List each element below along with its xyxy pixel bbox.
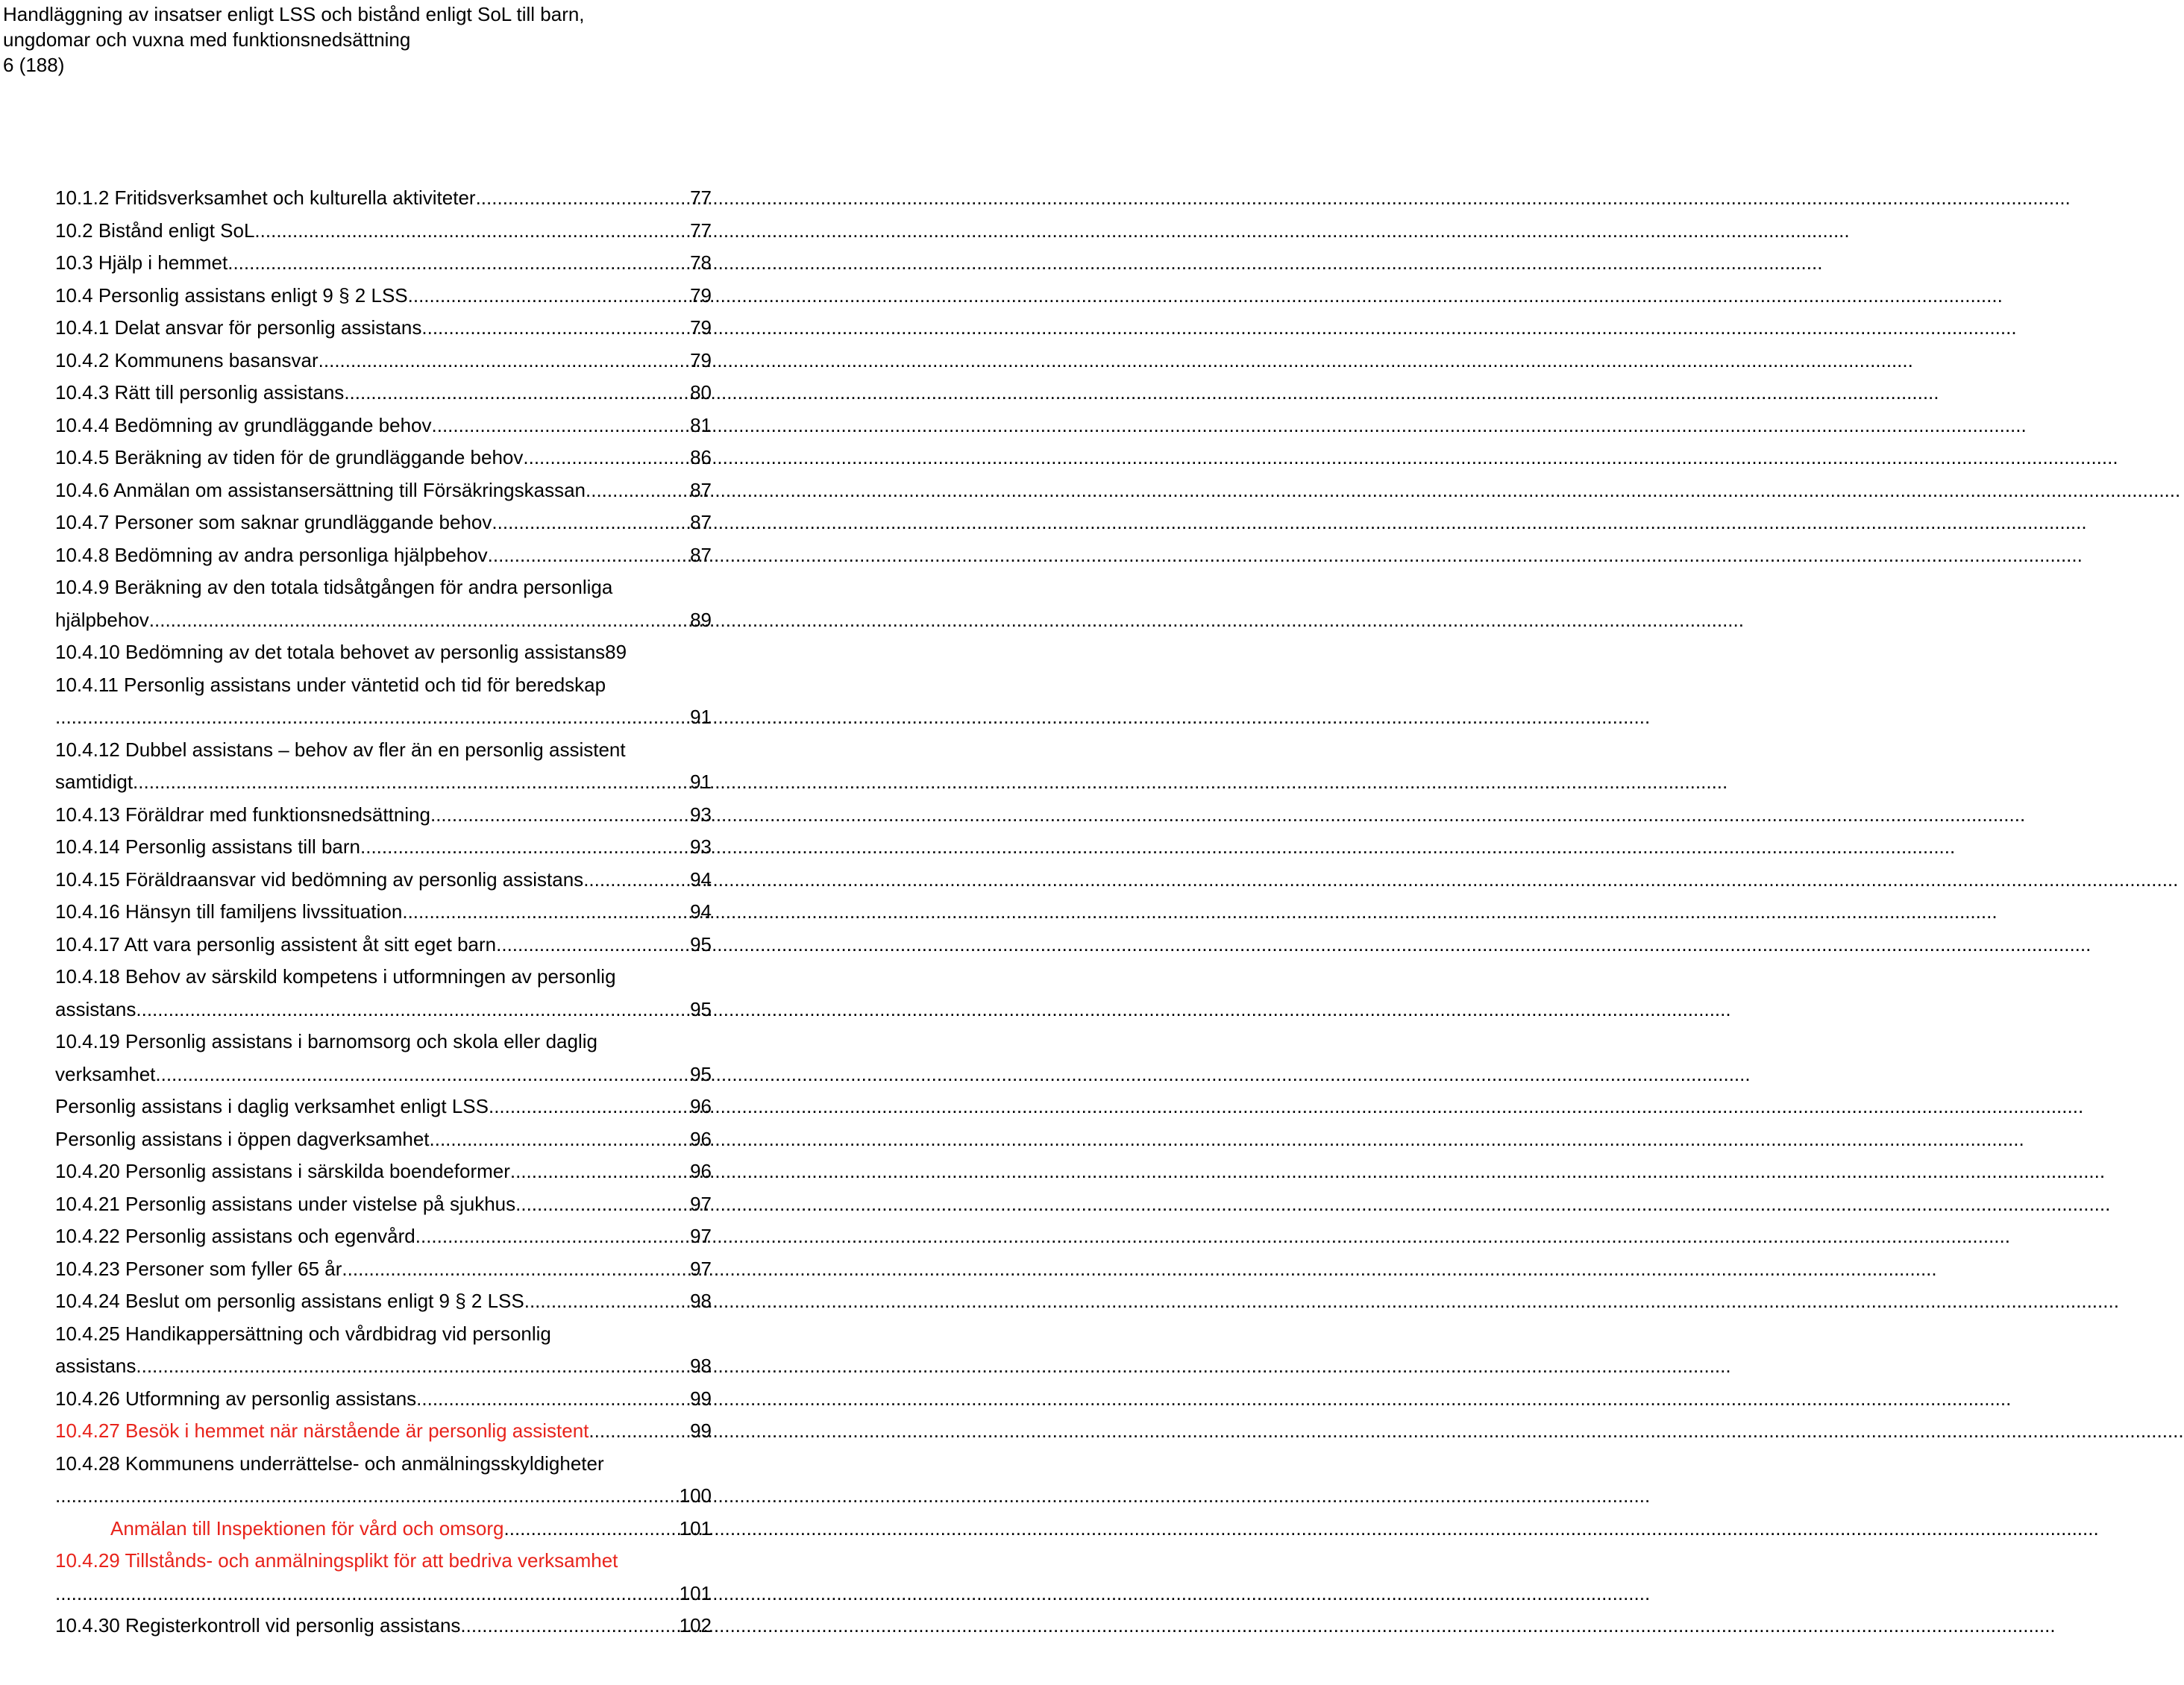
toc-entry-daglig-verksamhet[interactable]: Personlig assistans i daglig verksamhet enligt LSS ..... 96 [55, 1091, 712, 1123]
header-title-line-1: Handläggning av insatser enligt LSS och bistånd enligt SoL till barn, [3, 3, 585, 25]
toc-entry-10-4-4[interactable]: 10.4.4 Bedömning av grundläggande behov ..... 81 [55, 410, 712, 442]
toc-entry-10-4-6[interactable]: 10.4.6 Anmälan om assistansersättning till Försäkringskassan ..... 87 [55, 474, 712, 507]
toc-entry-10-4-22[interactable]: 10.4.22 Personlig assistans och egenvård ..... 97 [55, 1220, 712, 1253]
toc-entry-10-4-14[interactable]: 10.4.14 Personlig assistans till barn ..... 93 [55, 831, 712, 864]
toc-entry-10-4-28[interactable]: 10.4.28 Kommunens underrättelse- och anmälningsskyldigheter ..... 100 [55, 1448, 712, 1513]
toc-entry-10-4-12[interactable]: 10.4.12 Dubbel assistans – behov av fler än en personlig assistent samtidigt ..... 91 [55, 734, 712, 799]
toc-entry-10-4-17[interactable]: 10.4.17 Att vara personlig assistent åt sitt eget barn ..... 95 [55, 929, 712, 961]
page-number: 6 (188) [3, 54, 65, 76]
toc-entry-10-4-10[interactable]: 10.4.10 Bedömning av det totala behovet av personlig assistans 89 [55, 641, 627, 663]
toc-entry-10-4-2[interactable]: 10.4.2 Kommunens basansvar ..... 79 [55, 345, 712, 377]
toc-entry-10-4-5[interactable]: 10.4.5 Beräkning av tiden för de grundläggande behov ..... 86 [55, 442, 712, 474]
document-header [3, 1, 689, 78]
toc-entry-oppen-dagverksamhet[interactable]: Personlig assistans i öppen dagverksamhet ..... 96 [55, 1123, 712, 1156]
toc-entry-10-4-7[interactable]: 10.4.7 Personer som saknar grundläggande behov ..... 87 [55, 506, 712, 539]
toc-entry-10-4-8[interactable]: 10.4.8 Bedömning av andra personliga hjälpbehov ..... 87 [55, 539, 712, 572]
toc-entry-10-4-18[interactable]: 10.4.18 Behov av särskild kompetens i utformningen av personlig assistans ..... 95 [55, 961, 712, 1026]
toc-entry-10-4-30[interactable]: 10.4.30 Registerkontroll vid personlig assistans ..... 102 [55, 1610, 712, 1642]
toc-entry-10-4-13[interactable]: 10.4.13 Föräldrar med funktionsnedsättning ..... 93 [55, 799, 712, 832]
toc-entry-10-4-16[interactable]: 10.4.16 Hänsyn till familjens livssituation ..... 94 [55, 896, 712, 929]
toc-entry-10-4-11[interactable]: 10.4.11 Personlig assistans under väntetid och tid för beredskap ..... 91 [55, 669, 712, 734]
toc-entry-10-4-23[interactable]: 10.4.23 Personer som fyller 65 år ..... 97 [55, 1253, 712, 1286]
toc-entry-10-4-1[interactable]: 10.4.1 Delat ansvar för personlig assistans ..... 79 [55, 312, 712, 345]
toc-entry-10-3[interactable]: 10.3 Hjälp i hemmet ..... 78 [55, 247, 712, 280]
toc-entry-10-2[interactable]: 10.2 Bistånd enligt SoL ..... 77 [55, 215, 712, 248]
toc-entry-10-4-19[interactable]: 10.4.19 Personlig assistans i barnomsorg och skola eller daglig verksamhet ..... 95 [55, 1026, 712, 1091]
toc-entry-10-4-9[interactable]: 10.4.9 Beräkning av den totala tidsåtgången för andra personliga hjälpbehov ..... 89 [55, 571, 712, 636]
toc-entry-10-4-15[interactable]: 10.4.15 Föräldraansvar vid bedömning av personlig assistans ..... 94 [55, 864, 712, 897]
toc-entry-10-4-25[interactable]: 10.4.25 Handikappersättning och vårdbidrag vid personlig assistans ..... 98 [55, 1318, 712, 1383]
toc-entry-10-4-29[interactable]: 10.4.29 Tillstånds- och anmälningsplikt för att bedriva verksamhet ..... 101 [55, 1545, 712, 1610]
toc-entry-10-1-2[interactable]: 10.1.2 Fritidsverksamhet och kulturella aktiviteter ..... 77 [55, 182, 712, 215]
toc-entry-anmalan-ivo[interactable]: Anmälan till Inspektionen för vård och omsorg ..... 101 [55, 1513, 712, 1546]
toc-entry-10-4-3[interactable]: 10.4.3 Rätt till personlig assistans ..... 80 [55, 377, 712, 410]
toc-entry-10-4-24[interactable]: 10.4.24 Beslut om personlig assistans enligt 9 § 2 LSS ..... 98 [55, 1285, 712, 1318]
toc-entry-10-4-27[interactable]: 10.4.27 Besök i hemmet när närstående är personlig assistent ..... 99 [55, 1415, 712, 1448]
table-of-contents [55, 182, 712, 1642]
toc-entry-10-4-21[interactable]: 10.4.21 Personlig assistans under vistelse på sjukhus ..... 97 [55, 1188, 712, 1221]
toc-entry-10-4-26[interactable]: 10.4.26 Utformning av personlig assistans ..... 99 [55, 1383, 712, 1416]
toc-entry-10-4[interactable]: 10.4 Personlig assistans enligt 9 § 2 LSS ..... 79 [55, 280, 712, 313]
header-title-line-2: ungdomar och vuxna med funktionsnedsättning [3, 28, 411, 51]
toc-entry-10-4-20[interactable]: 10.4.20 Personlig assistans i särskilda boendeformer ..... 96 [55, 1155, 712, 1188]
